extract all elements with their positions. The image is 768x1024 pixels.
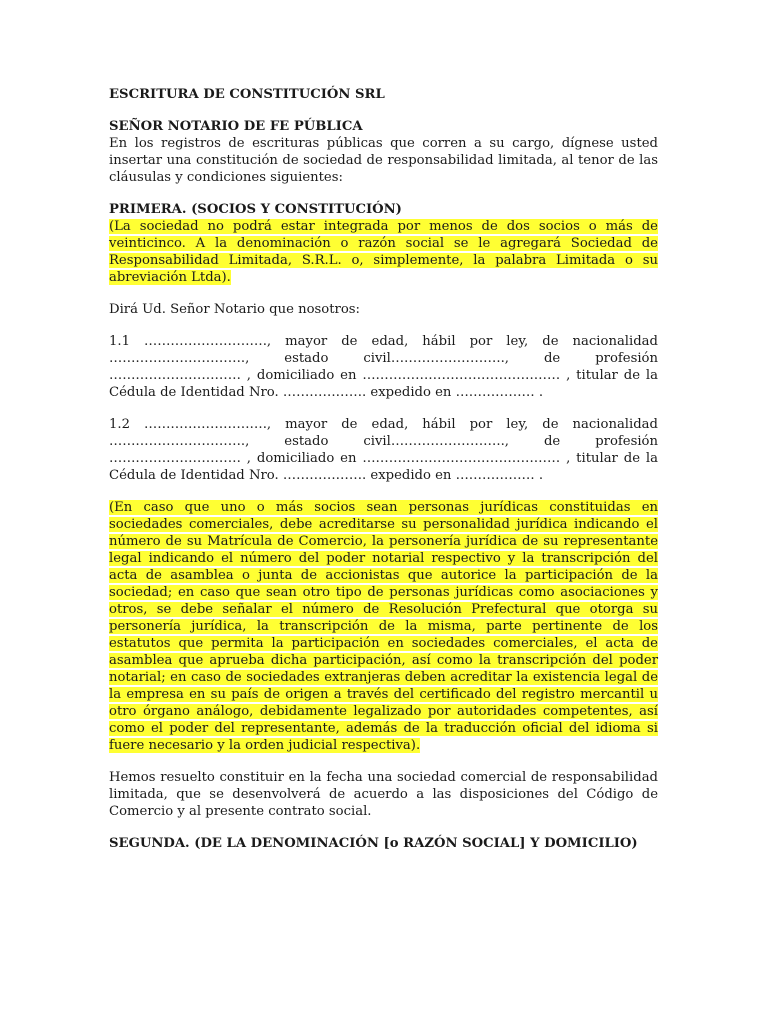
intro-paragraph: En los registros de escrituras públicas que corren a su cargo, dígnese usted insertar una constitución de sociedad de responsabilidad limitada, al tenor de las cláusulas y condiciones siguientes: bbox=[109, 136, 658, 185]
resolution-paragraph: Hemos resuelto constituir en la fecha una sociedad comercial de responsabilidad limitada, que se desenvolverá de acuerdo a las disposiciones del Código de Comercio y al presente contrato social. bbox=[109, 770, 658, 819]
legal-entities-note bbox=[109, 499, 658, 754]
document-page bbox=[109, 86, 658, 852]
partner-2-paragraph: 1.2 ………………………., mayor de edad, hábil por ley, de nacionalidad …………………………., estado civil…………………….., de profesión ………………………… , domiciliado en ……………………………………… , titular de la Cédula de Identidad Nro. ………………. expedido en ……………… . bbox=[109, 417, 658, 483]
clause-1-note bbox=[109, 218, 658, 286]
document-title: ESCRITURA DE CONSTITUCIÓN SRL bbox=[109, 87, 385, 102]
partner-1-paragraph: 1.1 ………………………., mayor de edad, hábil por ley, de nacionalidad …………………………., estado civil…………………….., de profesión ………………………… , domiciliado en ……………………………………… , titular de la Cédula de Identidad Nro. ………………. expedido en ……………… . bbox=[109, 334, 658, 400]
clause-1-heading: PRIMERA. (SOCIOS Y CONSTITUCIÓN) bbox=[109, 202, 402, 217]
legal-entities-note-highlight: (En caso que uno o más socios sean personas jurídicas constituidas en sociedades comerciales, debe acreditarse su personalidad jurídica indicando el número de su Matrícula de Comercio, la personería jurídica de su representante legal indicando el número del poder notarial respectivo y la transcripción del acta de asamblea o junta de accionistas que autorice la participación de la sociedad; en caso que sean otro tipo de personas jurídicas como asociaciones y otros, se debe señalar el número de Resolución Prefectural que otorga su personería jurídica, la transcripción de la misma, parte pertinente de los estatutos que permita la participación en sociedades comerciales, el acta de asamblea que aprueba dicha participación, así como la transcripción del poder notarial; en caso de sociedades extranjeras deben acreditar la existencia legal de la empresa en su país de origen a través del certificado del registro mercantil u otro órgano análogo, debidamente legalizado por autoridades competentes, así como el poder del representante, además de la traducción oficial del idioma si fuere necesario y la orden judicial respectiva). bbox=[109, 500, 658, 753]
clause-1-note-highlight: (La sociedad no podrá estar integrada por menos de dos socios o más de veinticinco. A la denominación o razón social se le agregará Sociedad de Responsabilidad Limitada, S.R.L. o, simplemente, la palabra Limitada o su abreviación Ltda). bbox=[109, 219, 658, 285]
addressee-heading: SEÑOR NOTARIO DE FE PÚBLICA bbox=[109, 119, 363, 134]
notary-line: Dirá Ud. Señor Notario que nosotros: bbox=[109, 302, 360, 317]
clause-2-heading: SEGUNDA. (DE LA DENOMINACIÓN [o RAZÓN SOCIAL] Y DOMICILIO) bbox=[109, 836, 638, 851]
